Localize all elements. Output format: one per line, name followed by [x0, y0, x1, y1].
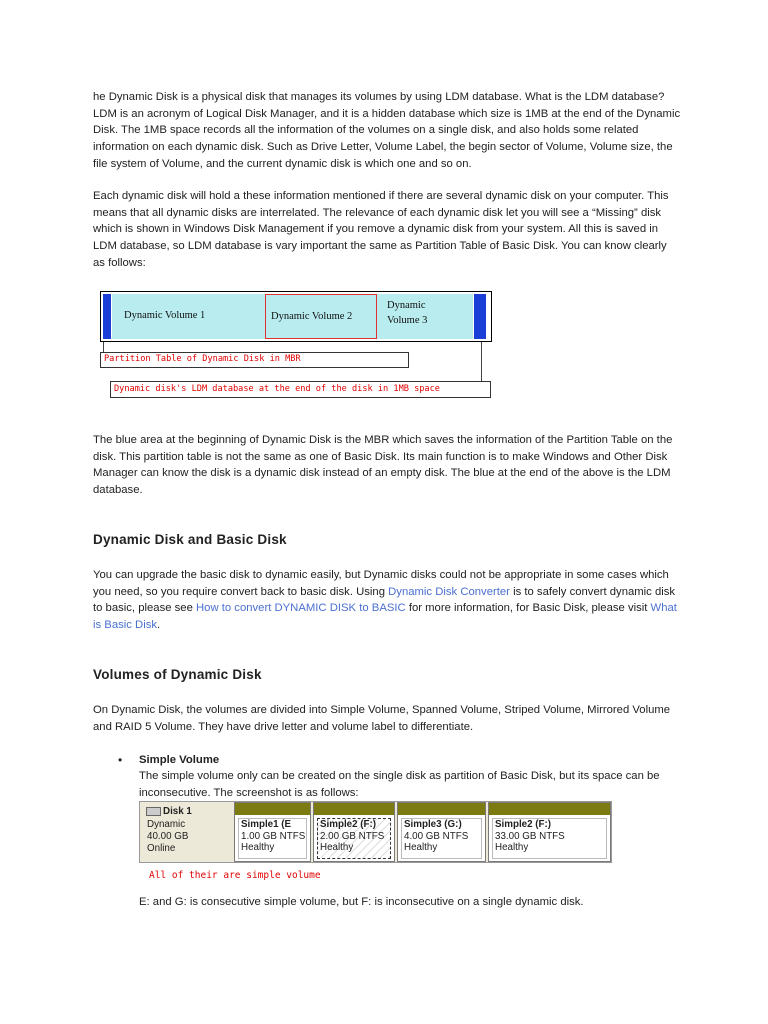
what-is-basic-disk-link[interactable]: What is Basic Disk	[93, 602, 677, 632]
partition-name: Simple2 (F:)	[495, 819, 552, 830]
disk-name: Disk 1	[163, 806, 192, 817]
ldm-label-box	[110, 381, 491, 398]
bullet-dot: •	[118, 753, 123, 767]
volume-bar	[489, 803, 610, 815]
bullet-description: The simple volume only can be created on the single disk as partition of Basic Disk, but its space can be inconsecutive. The screenshot is as follows:	[139, 770, 660, 799]
convert-text-1: You can upgrade the basic disk to dynamic easily, but Dynamic disks could not be appropriate in some cases which you need, so you require convert back to basic disk. Using	[93, 569, 669, 598]
partition-simple2-f-body	[317, 818, 391, 859]
disk-info	[142, 804, 234, 860]
dynamic-disk-layout-diagram	[100, 291, 492, 342]
partition-simple2-f[interactable]	[313, 802, 395, 862]
volumes-paragraph: On Dynamic Disk, the volumes are divided into Simple Volume, Spanned Volume, Striped Volume, Mirrored Volume and RAID 5 Volume. They have drive letter and volume label to differentiate.	[93, 704, 671, 733]
heading-volumes: Volumes of Dynamic Disk	[93, 667, 262, 682]
disk-size: 40.00 GB	[147, 831, 189, 842]
partition-status: Healthy	[320, 842, 354, 853]
ldm-label: Dynamic disk's LDM database at the end of the disk in 1MB space	[114, 384, 440, 394]
disk-title	[146, 806, 192, 817]
dynamic-volume-2	[265, 294, 377, 339]
dynamic-volume-1	[112, 294, 265, 339]
partition-status: Healthy	[241, 842, 275, 853]
convert-text-4: .	[157, 619, 161, 632]
partition-size: 1.00 GB NTFS	[241, 830, 306, 842]
convert-text-3: for more information, for Basic Disk, please visit	[405, 602, 651, 615]
volume-bar	[314, 803, 394, 815]
dynamic-disk-converter-link[interactable]: Dynamic Disk Converter	[388, 585, 510, 598]
partition-simple1-body	[238, 818, 307, 859]
mbr-connector	[103, 342, 104, 352]
simple-volume-caption: All of their are simple volume	[149, 870, 321, 881]
dynamic-disk-paragraph: Each dynamic disk will hold a these information mentioned if there are several dynamic disk on your computer. This means that all dynamic disks are interrelated. The relevance of each dynamic disk let you will see a “Missing” disk which is shown in Windows Disk Management if you remove a dynamic disk from your system. All this is saved in LDM database, so LDM database is vary important the same as Partition Table of Basic Disk. You can know clearly as follows:	[93, 190, 669, 269]
convert-text-2: is to safely convert dynamic disk to basic, please see	[93, 585, 676, 615]
disk-status: Online	[147, 843, 176, 854]
dynamic-volume-2-label: Dynamic Volume 2	[271, 311, 353, 322]
partition-simple2-f-extent[interactable]	[488, 802, 611, 862]
convert-paragraph	[93, 567, 681, 634]
dynamic-volume-1-label: Dynamic Volume 1	[124, 310, 206, 321]
partition-size: 2.00 GB NTFS	[320, 830, 385, 842]
partition-name: Simple3 (G:)	[404, 819, 462, 830]
volume-bar	[235, 803, 310, 815]
partition-status: Healthy	[495, 842, 529, 853]
mbr-label: Partition Table of Dynamic Disk in MBR	[104, 354, 301, 364]
intro-paragraph: he Dynamic Disk is a physical disk that manages its volumes by using LDM database. What is the LDM database? LDM is an acronym of Logical Disk Manager, and it is a hidden database which size is 1MB at the end of the Dynamic Disk. The 1MB space records all the information of the volumes on a single disk, and also holds some related information on each dynamic disk. Such as Drive Letter, Volume Label, the begin sector of Volume, Volume size, the file system of Volume, and the current dynamic disk is which one and so on.	[93, 91, 681, 170]
disk-icon	[146, 807, 161, 816]
ldm-connector	[481, 342, 482, 382]
volume-bar	[398, 803, 485, 815]
disk-type: Dynamic	[147, 819, 186, 830]
consecutive-note: E: and G: is consecutive simple volume, but F: is inconsecutive on a single dynamic disk.	[139, 896, 584, 908]
dynamic-volume-3-label-line1: Dynamic	[387, 300, 426, 311]
partition-simple3-body	[401, 818, 482, 859]
mbr-area	[103, 294, 111, 339]
heading-dynamic-and-basic: Dynamic Disk and Basic Disk	[93, 532, 287, 547]
mbr-label-box	[100, 352, 409, 368]
dynamic-volume-3	[377, 294, 473, 339]
bullet-title: Simple Volume	[139, 754, 220, 766]
partition-size: 4.00 GB NTFS	[404, 830, 469, 842]
convert-dynamic-to-basic-link[interactable]: How to convert DYNAMIC DISK to BASIC	[196, 602, 406, 615]
disk-management-screenshot	[139, 801, 612, 863]
partition-size: 33.00 GB NTFS	[495, 830, 565, 842]
dynamic-volume-3-label-line2: Volume 3	[387, 315, 428, 326]
partition-status: Healthy	[404, 842, 438, 853]
partition-name: Simple2 (F:)	[320, 819, 377, 830]
mbr-paragraph: The blue area at the beginning of Dynamic Disk is the MBR which saves the information of the Partition Table on the disk. This partition table is not the same as one of Basic Disk. Its main function is to make Windows and Other Disk Manager can know the disk is a dynamic disk instead of an empty disk. The blue at the end of the above is the LDM database.	[93, 434, 673, 497]
partition-simple3[interactable]	[397, 802, 486, 862]
partition-simple2-f-extent-body	[492, 818, 607, 859]
ldm-database-area	[474, 294, 486, 339]
partition-simple1[interactable]	[234, 802, 311, 862]
partition-name: Simple1 (E	[241, 819, 292, 830]
